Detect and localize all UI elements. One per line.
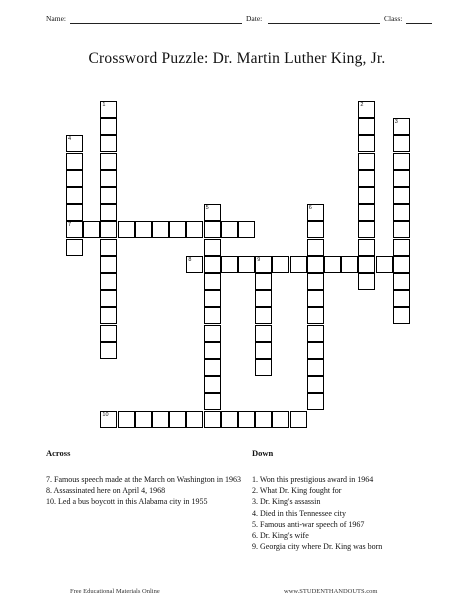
grid-cell[interactable] — [393, 256, 410, 273]
grid-cell[interactable] — [100, 239, 117, 256]
clue-number: 2 — [360, 102, 364, 108]
grid-cell[interactable] — [204, 204, 221, 221]
grid-cell[interactable] — [307, 204, 324, 221]
grid-cell[interactable] — [66, 187, 83, 204]
grid-cell[interactable] — [393, 187, 410, 204]
down-clue-5: 5. Famous anti-war speech of 1967 — [252, 519, 365, 529]
grid-cell[interactable] — [204, 393, 221, 410]
grid-cell[interactable] — [221, 411, 238, 428]
grid-cell[interactable] — [255, 256, 272, 273]
clue-number: 7 — [68, 222, 72, 229]
grid-cell[interactable] — [393, 204, 410, 221]
across-clue-10: 10. Led a bus boycott in this Alabama city in 1955 — [46, 497, 208, 507]
grid-cell[interactable] — [204, 256, 221, 273]
grid-cell[interactable] — [100, 273, 117, 290]
down-clue-9: 9. Georgia city where Dr. King was born — [252, 542, 383, 552]
grid-cell[interactable] — [358, 135, 375, 152]
grid-cell[interactable] — [100, 170, 117, 187]
page-title: Crossword Puzzle: Dr. Martin Luther King, Jr. — [88, 50, 386, 67]
grid-cell[interactable] — [66, 221, 83, 238]
grid-cell[interactable] — [393, 170, 410, 187]
clue-number: 8 — [188, 256, 192, 263]
grid-cell[interactable] — [66, 204, 83, 221]
clue-number: 3 — [394, 119, 398, 126]
across-heading: Across — [46, 448, 71, 458]
grid-cell[interactable] — [290, 256, 307, 273]
grid-cell[interactable] — [135, 411, 152, 428]
clue-number: 1 — [102, 102, 106, 108]
grid-cell[interactable] — [118, 221, 135, 238]
grid-cell[interactable] — [204, 325, 221, 342]
clue-number: 9 — [257, 256, 261, 263]
grid-cell[interactable] — [186, 221, 203, 238]
clue-number: 4 — [68, 136, 72, 143]
grid-cell[interactable] — [100, 118, 117, 135]
grid-cell[interactable] — [204, 221, 221, 238]
grid-cell[interactable] — [393, 153, 410, 170]
grid-cell[interactable] — [324, 256, 341, 273]
grid-cell[interactable] — [238, 221, 255, 238]
grid-cell[interactable] — [393, 239, 410, 256]
footer-right-text: www.STUDENTHANDOUTS.com — [284, 588, 378, 595]
down-clue-2: 2. What Dr. King fought for — [252, 486, 342, 496]
grid-cell[interactable] — [255, 273, 272, 290]
grid-cell[interactable] — [255, 307, 272, 324]
grid-cell[interactable] — [272, 256, 289, 273]
grid-cell[interactable] — [100, 342, 117, 359]
grid-cell[interactable] — [358, 239, 375, 256]
grid-cell[interactable] — [238, 256, 255, 273]
grid-cell[interactable] — [204, 273, 221, 290]
down-clue-1: 1. Won this prestigious award in 1964 — [252, 475, 374, 484]
grid-cell[interactable] — [358, 153, 375, 170]
grid-cell[interactable] — [204, 307, 221, 324]
grid-cell[interactable] — [307, 221, 324, 238]
grid-cell[interactable] — [255, 290, 272, 307]
across-clue-7: 7. Famous speech made at the March on Washington in 1963 — [46, 475, 241, 484]
grid-cell[interactable] — [307, 342, 324, 359]
grid-cell[interactable] — [238, 411, 255, 428]
grid-cell[interactable] — [169, 221, 186, 238]
grid-cell[interactable] — [221, 221, 238, 238]
grid-cell[interactable] — [152, 221, 169, 238]
grid-cell[interactable] — [100, 307, 117, 324]
grid-cell[interactable] — [307, 393, 324, 410]
grid-cell[interactable] — [135, 221, 152, 238]
grid-cell[interactable] — [307, 239, 324, 256]
grid-cell[interactable] — [255, 325, 272, 342]
grid-cell[interactable] — [100, 204, 117, 221]
grid-cell[interactable] — [186, 256, 203, 273]
grid-cell[interactable] — [307, 376, 324, 393]
down-clues — [252, 474, 452, 552]
grid-cell[interactable] — [255, 411, 272, 428]
grid-cell[interactable] — [100, 325, 117, 342]
down-clue-6: 6. Dr. King's wife — [252, 531, 309, 541]
grid-cell[interactable] — [204, 376, 221, 393]
across-clue-8: 8. Assassinated here on April 4, 1968 — [46, 486, 166, 496]
grid-cell[interactable] — [358, 273, 375, 290]
grid-cell[interactable] — [83, 221, 100, 238]
grid-cell[interactable] — [307, 359, 324, 376]
grid-cell[interactable] — [358, 170, 375, 187]
grid-cell[interactable] — [204, 290, 221, 307]
grid-cell[interactable] — [255, 342, 272, 359]
grid-cell[interactable] — [221, 256, 238, 273]
grid-cell[interactable] — [100, 290, 117, 307]
grid-cell[interactable] — [358, 204, 375, 221]
clue-number: 6 — [308, 205, 312, 212]
grid-cell[interactable] — [100, 221, 117, 238]
grid-cell[interactable] — [307, 307, 324, 324]
grid-cell[interactable] — [358, 101, 375, 118]
grid-cell[interactable] — [152, 411, 169, 428]
grid-cell[interactable] — [358, 256, 375, 273]
grid-cell[interactable] — [66, 153, 83, 170]
grid-cell[interactable] — [186, 411, 203, 428]
grid-cell[interactable] — [376, 256, 393, 273]
grid-cell[interactable] — [393, 118, 410, 135]
clue-number: 10 — [102, 411, 109, 418]
grid-cell[interactable] — [358, 118, 375, 135]
grid-cell[interactable] — [307, 290, 324, 307]
grid-cell[interactable] — [358, 187, 375, 204]
grid-cell[interactable] — [204, 342, 221, 359]
grid-cell[interactable] — [100, 153, 117, 170]
grid-cell[interactable] — [66, 239, 83, 256]
date-label: Date: — [246, 14, 263, 23]
grid-cell[interactable] — [307, 273, 324, 290]
grid-cell[interactable] — [100, 411, 117, 428]
grid-cell[interactable] — [66, 135, 83, 152]
grid-cell[interactable] — [100, 101, 117, 118]
grid-cell[interactable] — [393, 290, 410, 307]
grid-cell[interactable] — [204, 411, 221, 428]
grid-cell[interactable] — [169, 411, 186, 428]
grid-cell[interactable] — [393, 135, 410, 152]
grid-cell[interactable] — [358, 221, 375, 238]
grid-cell[interactable] — [204, 239, 221, 256]
grid-cell[interactable] — [204, 359, 221, 376]
grid-cell[interactable] — [100, 256, 117, 273]
grid-cell[interactable] — [393, 307, 410, 324]
grid-cell[interactable] — [393, 273, 410, 290]
clue-number: 5 — [205, 205, 209, 212]
down-clue-3: 3. Dr. King's assassin — [252, 497, 321, 507]
grid-cell[interactable] — [100, 135, 117, 152]
grid-cell[interactable] — [307, 256, 324, 273]
name-label: Name: — [46, 14, 66, 23]
grid-cell[interactable] — [118, 411, 135, 428]
grid-cell[interactable] — [100, 187, 117, 204]
grid-cell[interactable] — [290, 411, 307, 428]
grid-cell[interactable] — [341, 256, 358, 273]
grid-cell[interactable] — [307, 325, 324, 342]
footer-left-text: Free Educational Materials Online — [70, 588, 160, 595]
across-clues — [46, 474, 246, 508]
grid-cell[interactable] — [255, 359, 272, 376]
grid-cell[interactable] — [393, 221, 410, 238]
down-clue-4: 4. Died in this Tennessee city — [252, 508, 346, 518]
class-label: Class: — [384, 14, 403, 23]
grid-cell[interactable] — [66, 170, 83, 187]
down-heading: Down — [252, 448, 274, 458]
grid-cell[interactable] — [272, 411, 289, 428]
